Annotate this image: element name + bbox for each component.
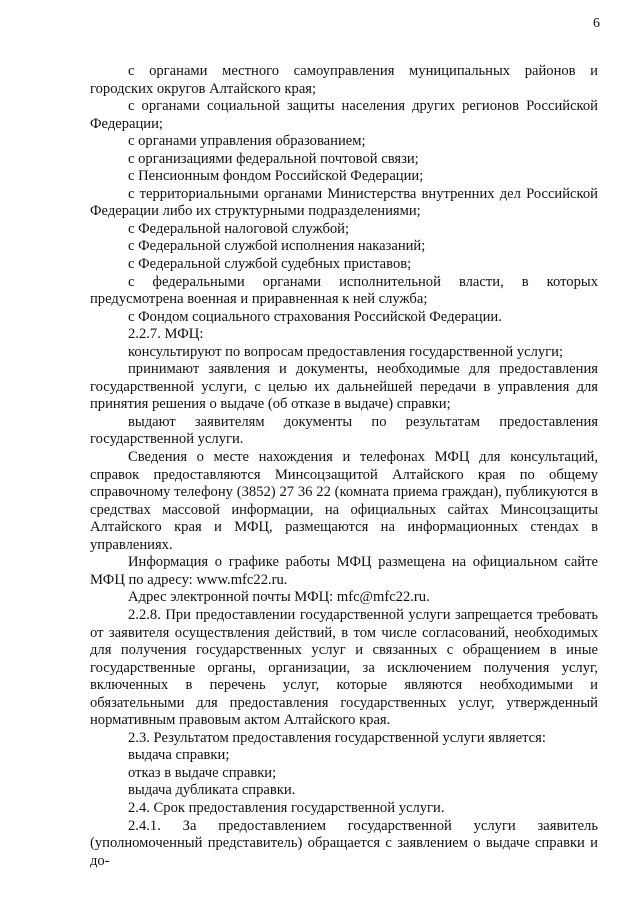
paragraph: выдача справки; xyxy=(128,747,230,764)
paragraph: выдача дубликата справки. xyxy=(128,782,296,799)
paragraph: с Федеральной налоговой службой; xyxy=(128,220,350,237)
document-body xyxy=(90,63,598,870)
paragraph: с Фондом социального страхования Российской Федерации. xyxy=(128,308,502,325)
paragraph: 2.2.7. МФЦ: xyxy=(128,326,204,343)
paragraph: Сведения о месте нахождения и телефонах МФЦ для консультаций, справок предоставляются Минсоцзащитой Алтайского края по общему справочному телефону (3852) 27 36 22 (комната приема граждан), публикуются в средствах массовой информации, на официальных сайтах Минсоцзащиты Алтайского края и МФЦ, размещаются на информационных стендах в управлениях. xyxy=(90,449,598,553)
paragraph: с Федеральной службой судебных приставов; xyxy=(128,256,412,273)
paragraph: с организациями федеральной почтовой связи; xyxy=(128,150,419,167)
paragraph: с органами социальной защиты населения других регионов Российской Федерации; xyxy=(90,98,598,132)
paragraph: с территориальными органами Министерства внутренних дел Российской Федерации либо их структурными подразделениями; xyxy=(90,185,598,220)
paragraph: выдают заявителям документы по результатам предоставления государственной услуги. xyxy=(90,413,598,448)
paragraph: 2.2.8. При предоставлении государственной услуги запрещается требовать от заявителя осуществления действий, в том числе согласований, необходимых для получения государственных услуг и связанных с обращением в иные государственные органы, организации, за исключением получения услуг, включенных в перечень услуг, которые являются необходимыми и обязательными для предоставления государственных услуг, утвержденный нормативным правовым актом Алтайского края. xyxy=(90,606,598,729)
paragraph: с органами управления образованием; xyxy=(128,133,366,150)
paragraph: Информация о графике работы МФЦ размещена на официальном сайте МФЦ по адресу: www.mfc22.ru. xyxy=(90,554,598,588)
paragraph: Адрес электронной почты МФЦ: mfc@mfc22.ru. xyxy=(128,589,430,606)
paragraph: принимают заявления и документы, необходимые для предоставления государственной услуги, с целью их дальнейшей передачи в управления для принятия решения о выдаче (об отказе в выдаче) справки; xyxy=(90,361,598,413)
page-number: 6 xyxy=(593,16,600,31)
paragraph: 2.4.1. За предоставлением государственной услуги заявитель (уполномоченный представитель) обращается с заявлением о выдаче справки и до- xyxy=(90,817,598,869)
paragraph: с Федеральной службой исполнения наказаний; xyxy=(128,238,426,255)
paragraph: с органами местного самоуправления муниципальных районов и городских округов Алтайского края; xyxy=(90,63,598,97)
paragraph: 2.4. Срок предоставления государственной услуги. xyxy=(128,799,445,816)
paragraph: отказ в выдаче справки; xyxy=(128,764,277,781)
paragraph: консультируют по вопросам предоставления государственной услуги; xyxy=(128,343,564,360)
paragraph: с Пенсионным фондом Российской Федерации; xyxy=(128,168,424,185)
paragraph: 2.3. Результатом предоставления государственной услуги является: xyxy=(128,729,546,746)
paragraph: с федеральными органами исполнительной власти, в которых предусмотрена военная и приравненная к ней служба; xyxy=(90,273,598,308)
